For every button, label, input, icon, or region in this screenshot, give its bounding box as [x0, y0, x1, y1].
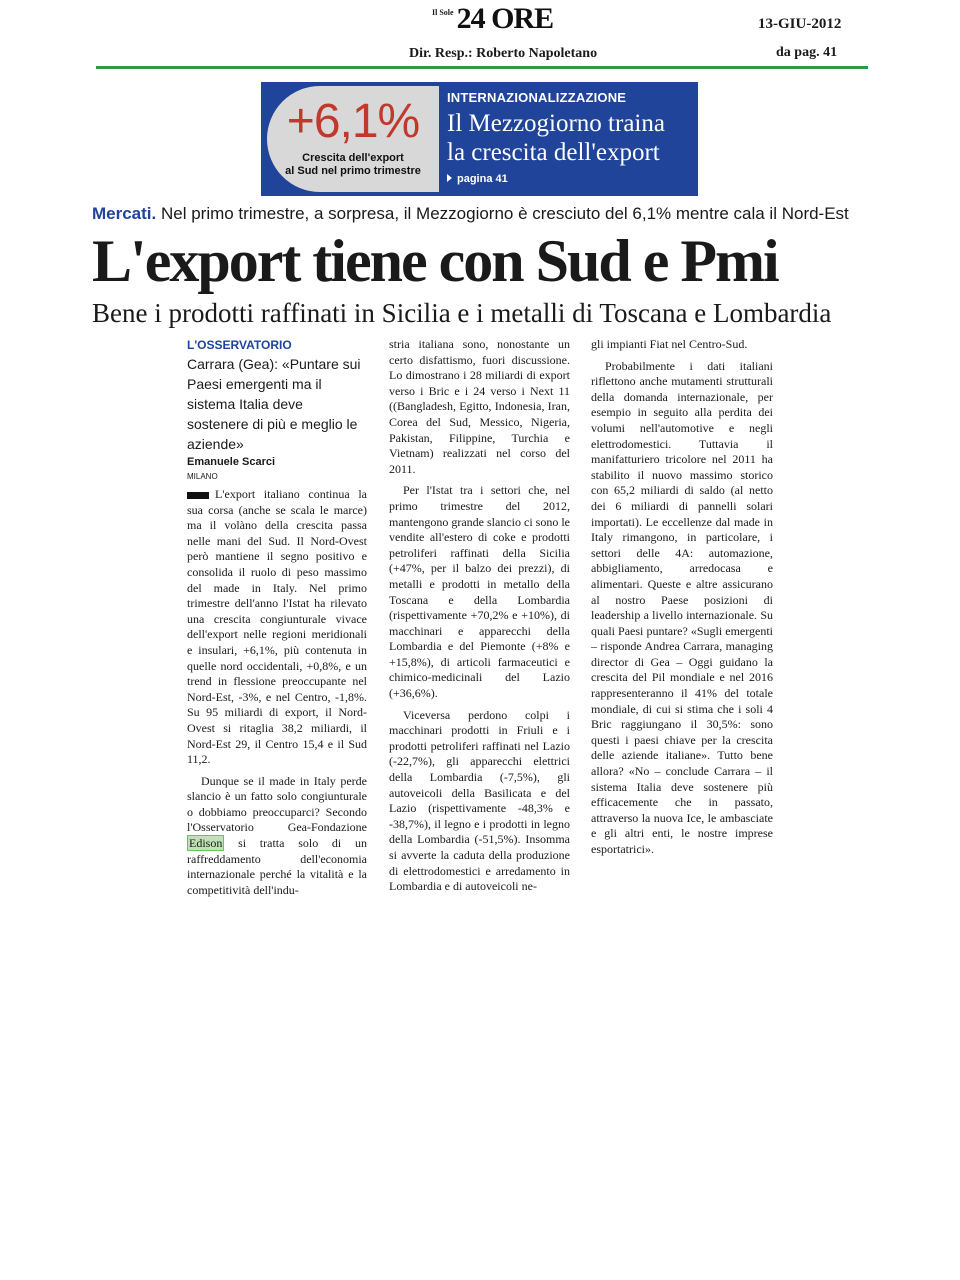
logo-main-text: 24 ORE [456, 2, 554, 35]
overline-text: Nel primo trimestre, a sorpresa, il Mezzogiorno è cresciuto del 6,1% mentre cala il Nord-Est [156, 204, 849, 223]
article-column-2 [389, 337, 570, 901]
banner-kicker: INTERNAZIONALIZZAZIONE [447, 90, 627, 105]
article-column-3 [591, 337, 773, 864]
paragraph-text: Dunque se il made in Italy perde slancio è un fatto solo congiunturale o dobbiamo preoccuparci? Secondo l'Osservatorio Gea-Fondazione [187, 773, 367, 835]
paragraph [187, 774, 367, 899]
paragraph: gli impianti Fiat nel Centro-Sud. [591, 337, 748, 351]
triangle-right-icon [447, 174, 452, 182]
banner-caption-line1: Crescita dell'export [302, 152, 404, 164]
banner-page-link [447, 173, 692, 185]
banner-text [447, 90, 692, 185]
promo-banner [261, 82, 698, 196]
paragraph: Viceversa perdono colpi i macchinari prodotti in Friuli e i prodotti petroliferi raffinati nel Lazio (-22,7%), gli apparecchi elettrici della Lombardia (-7,5%), gli autoveicoli della Basilicata e del Lazio (rispettivamente -48,3% e -38,7%), il legno e i prodotti in legno della Lombardia (-51,5%). Insomma si avverte la caduta della produzione di elettrodomestici e arredamento in Lombardia e di autoveicoli ne- [389, 707, 570, 894]
paragraph: Probabilmente i dati italiani riflettono anche mutamenti strutturali della domanda internazionale, per esempio in seguito alla perdita dei volumi nell'automotive e negli elettrodomestici. Tuttavia il manifatturiero tricolore nel 2011 ha stabilito il nuovo massimo storico con 65,2 miliardi di saldo (al netto dei 6 miliardi di pannelli solari importati). Le eccellenze dal made in Italy rimangono, in particolare, i settori delle 4A: automazione, abbigliamento, arredocasa e alimentari. Queste e altre assicurano al nostro Paese posizioni di leadership a livello internazionale. Su quali Paesi puntare? «Sugli emergenti – risponde Andrea Carrara, managing director di Gea – Oggi guidano la crescita del Pil mondiale e nel 2016 rappresenteranno il 41% del totale mondiale, di cui si stima che i soli 4 Bric raggiungano il 30,5%: sono questi i paesi chiave per la crescita delle aziende italiane». Tutto bene allora? «No – conclude Carrara – il sistema Italia deve sostenere più efficacemente che in passato, attraverso la nuova Ice, le ambasciate e gli altri enti, le nostre imprese esportatrici». [591, 358, 773, 856]
article-headline: L'export tiene con Sud e Pmi [92, 228, 778, 294]
director-line: Dir. Resp.: Roberto Napoletano [409, 46, 598, 61]
newspaper-logo [432, 4, 553, 38]
page-reference: da pag. 41 [776, 45, 838, 60]
banner-caption [267, 152, 439, 178]
paragraph [187, 487, 367, 768]
article-subheadline: Bene i prodotti raffinati in Sicilia e i metalli di Toscana e Lombardia [92, 298, 832, 328]
issue-date: 13-GIU-2012 [758, 16, 842, 32]
header-rule [96, 66, 868, 69]
paragraph-text: si tratta solo di un raffreddamento dell'economia internazionale perché la vitalità e la competitività dell'indu- [187, 836, 367, 897]
sidebox-quote: Carrara (Gea): «Puntare sui Paesi emergenti ma il sistema Italia deve sostenere di più e meglio le aziende» [187, 356, 361, 452]
highlighted-term: Edison [189, 836, 223, 851]
article-author: Emanuele Scarci [187, 456, 276, 468]
banner-title-line2: la crescita dell'export [447, 139, 660, 166]
banner-stat-badge [267, 86, 439, 192]
paragraph-text: L'export italiano continua la sua corsa (anche se scala le marce) ma il volàno della crescita passa nelle mani del Sud. Il Nord-Ovest però mantiene il segno positivo e consolida il ruolo di peso massimo del made in Italy. Nel primo trimestre dell'anno l'Istat ha rilevato una crescita congiunturale vivace dell'export nelle regioni meridionali e insulari, +6,1%, più contenuta in quelle nord occidentali, +0,8%, e un trend in flessione preoccupante nel Nord-Est, -3%, e nel Centro, -1,8%. Su 95 miliardi di export, il Nord-Ovest si ritaglia 38,2 miliardi, il Nord-Est 29, il Centro 15,4 e il Sud 11,2. [187, 487, 367, 767]
paragraph: Per l'Istat tra i settori che, nel primo trimestre del 2012, mantengono grande slancio ci sono le vendite all'estero di coke e prodotti petroliferi raffinati della Sicilia (+47%, per il balzo dei prezzi), di metalli e prodotti in metallo della Toscana e della Lombardia (rispettivamente +70,2% e +10%), di macchinari e apparecchi della Lombardia e del Piemonte (+8% e +15,8%), di articoli farmaceutici e chimico-medicinali del Lazio (+36,6%). [389, 483, 570, 701]
sidebox-label: L'OSSERVATORIO [187, 338, 292, 352]
paragraph: stria italiana sono, nonostante un certo disfattismo, fuori discussione. Lo dimostrano i 28 miliardi di export verso i Bric e i 24 verso i Next 11 ((Bangladesh, Egitto, Indonesia, Iran, Corea del Sud, Messico, Nigeria, Pakistan, Filippine, Turchia e Vietnam) realizzati nel corso del 2011. [389, 337, 570, 476]
paragraph-marker-icon [187, 492, 209, 499]
banner-title-line1: Il Mezzogiorno traina [447, 110, 665, 137]
banner-percentage: +6,1% [286, 95, 420, 148]
article-city: MILANO [187, 472, 218, 481]
logo-small-text: Il Sole [432, 8, 454, 17]
overline-label: Mercati. [92, 204, 157, 223]
article-overline [92, 204, 849, 224]
banner-title [447, 109, 692, 167]
banner-caption-line2: al Sud nel primo trimestre [285, 165, 421, 177]
banner-page-text: pagina 41 [457, 173, 508, 185]
article-column-1 [187, 487, 367, 904]
